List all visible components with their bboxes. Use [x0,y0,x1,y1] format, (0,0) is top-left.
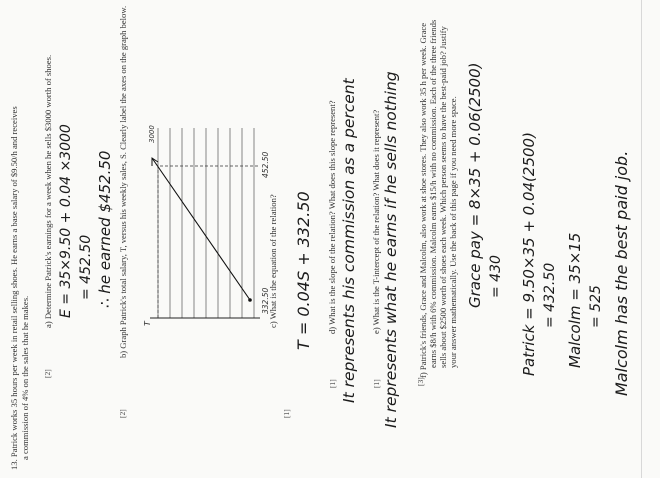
part-e-answer: It represents what he earns if he sells nothing [382,71,400,428]
question-header-line2: a commission of 4% on the sales that he makes. [20,295,30,460]
y-top-label: 452.50 [261,151,270,178]
part-e-question: e) What is the T-intercept of the relation? What does it represent? [371,109,381,334]
y-axis-label: T [143,321,152,326]
part-c-answer: T = 0.04S + 332.50 [294,191,313,350]
part-a-work-line2: = 452.50 [78,234,94,300]
part-a-mark: [2] [43,369,52,378]
part-b-question: b) Graph Patrick's total salary, T, versus his weekly sales, S. Clearly label the axes on the graph below. [118,5,128,358]
part-c-question: c) What is the equation of the relation? [268,194,278,328]
part-f-patrick-line2: = 432.50 [542,262,558,328]
relation-line [152,158,250,300]
part-d-question: d) What is the slope of the relation? What does this slope represent? [327,100,337,334]
part-f-grace-line1: Grace pay = 8×35 + 0.06(2500) [466,62,484,308]
part-f-conclusion: Malcolm has the best paid job. [612,150,631,396]
part-a-work-line1: E = 35×9.50 + 0.04 ×3000 [58,124,74,318]
salary-vs-sales-graph [140,118,270,326]
part-f-malcolm-line2: = 525 [588,285,604,328]
graph-grid [158,128,254,318]
part-f-question-line3: sells about $2500 worth of shoes each week. Which person seems to have the best-paid job? Justify [438,26,448,368]
part-f-question-line2: earns $8/h with 6% commission. Malcolm earns $15/h with no commission. Each of the three friends [428,19,438,368]
part-f-malcolm-line1: Malcolm = 35×15 [566,232,584,368]
part-a-question: a) Determine Patrick's earnings for a week when he sells $3000 worth of shoes. [43,54,53,328]
part-d-answer: It represents his commission as a percent [340,78,358,403]
part-a-answer: ∴ he earned $452.50 [96,150,114,308]
part-e-mark: [1] [372,379,381,388]
part-f-patrick-line1: Patrick = 9.50×35 + 0.04(2500) [520,132,538,376]
part-d-mark: [1] [328,379,337,388]
part-b-mark: [2] [118,409,127,418]
part-f-mark: [3] [416,377,425,386]
part-c-mark: [1] [282,409,291,418]
part-f-question-line1: f) Patrick's friends, Grace and Malcolm, also work at shoe stores. They also work 35 h per week. Grace [418,22,428,378]
part-f-question-line4: your answer mathematically. Use the back of this page if you need more space. [448,96,458,368]
y-intercept-label: 332.50 [261,287,270,314]
question-header-line1: 13. Patrick works 35 hours per week in retail selling shoes. He earns a base salary of $9.50/h and receives [9,106,19,470]
part-f-grace-line2: = 430 [488,255,504,298]
x-end-label: 3000 [148,125,156,143]
y-intercept-point [248,298,252,302]
